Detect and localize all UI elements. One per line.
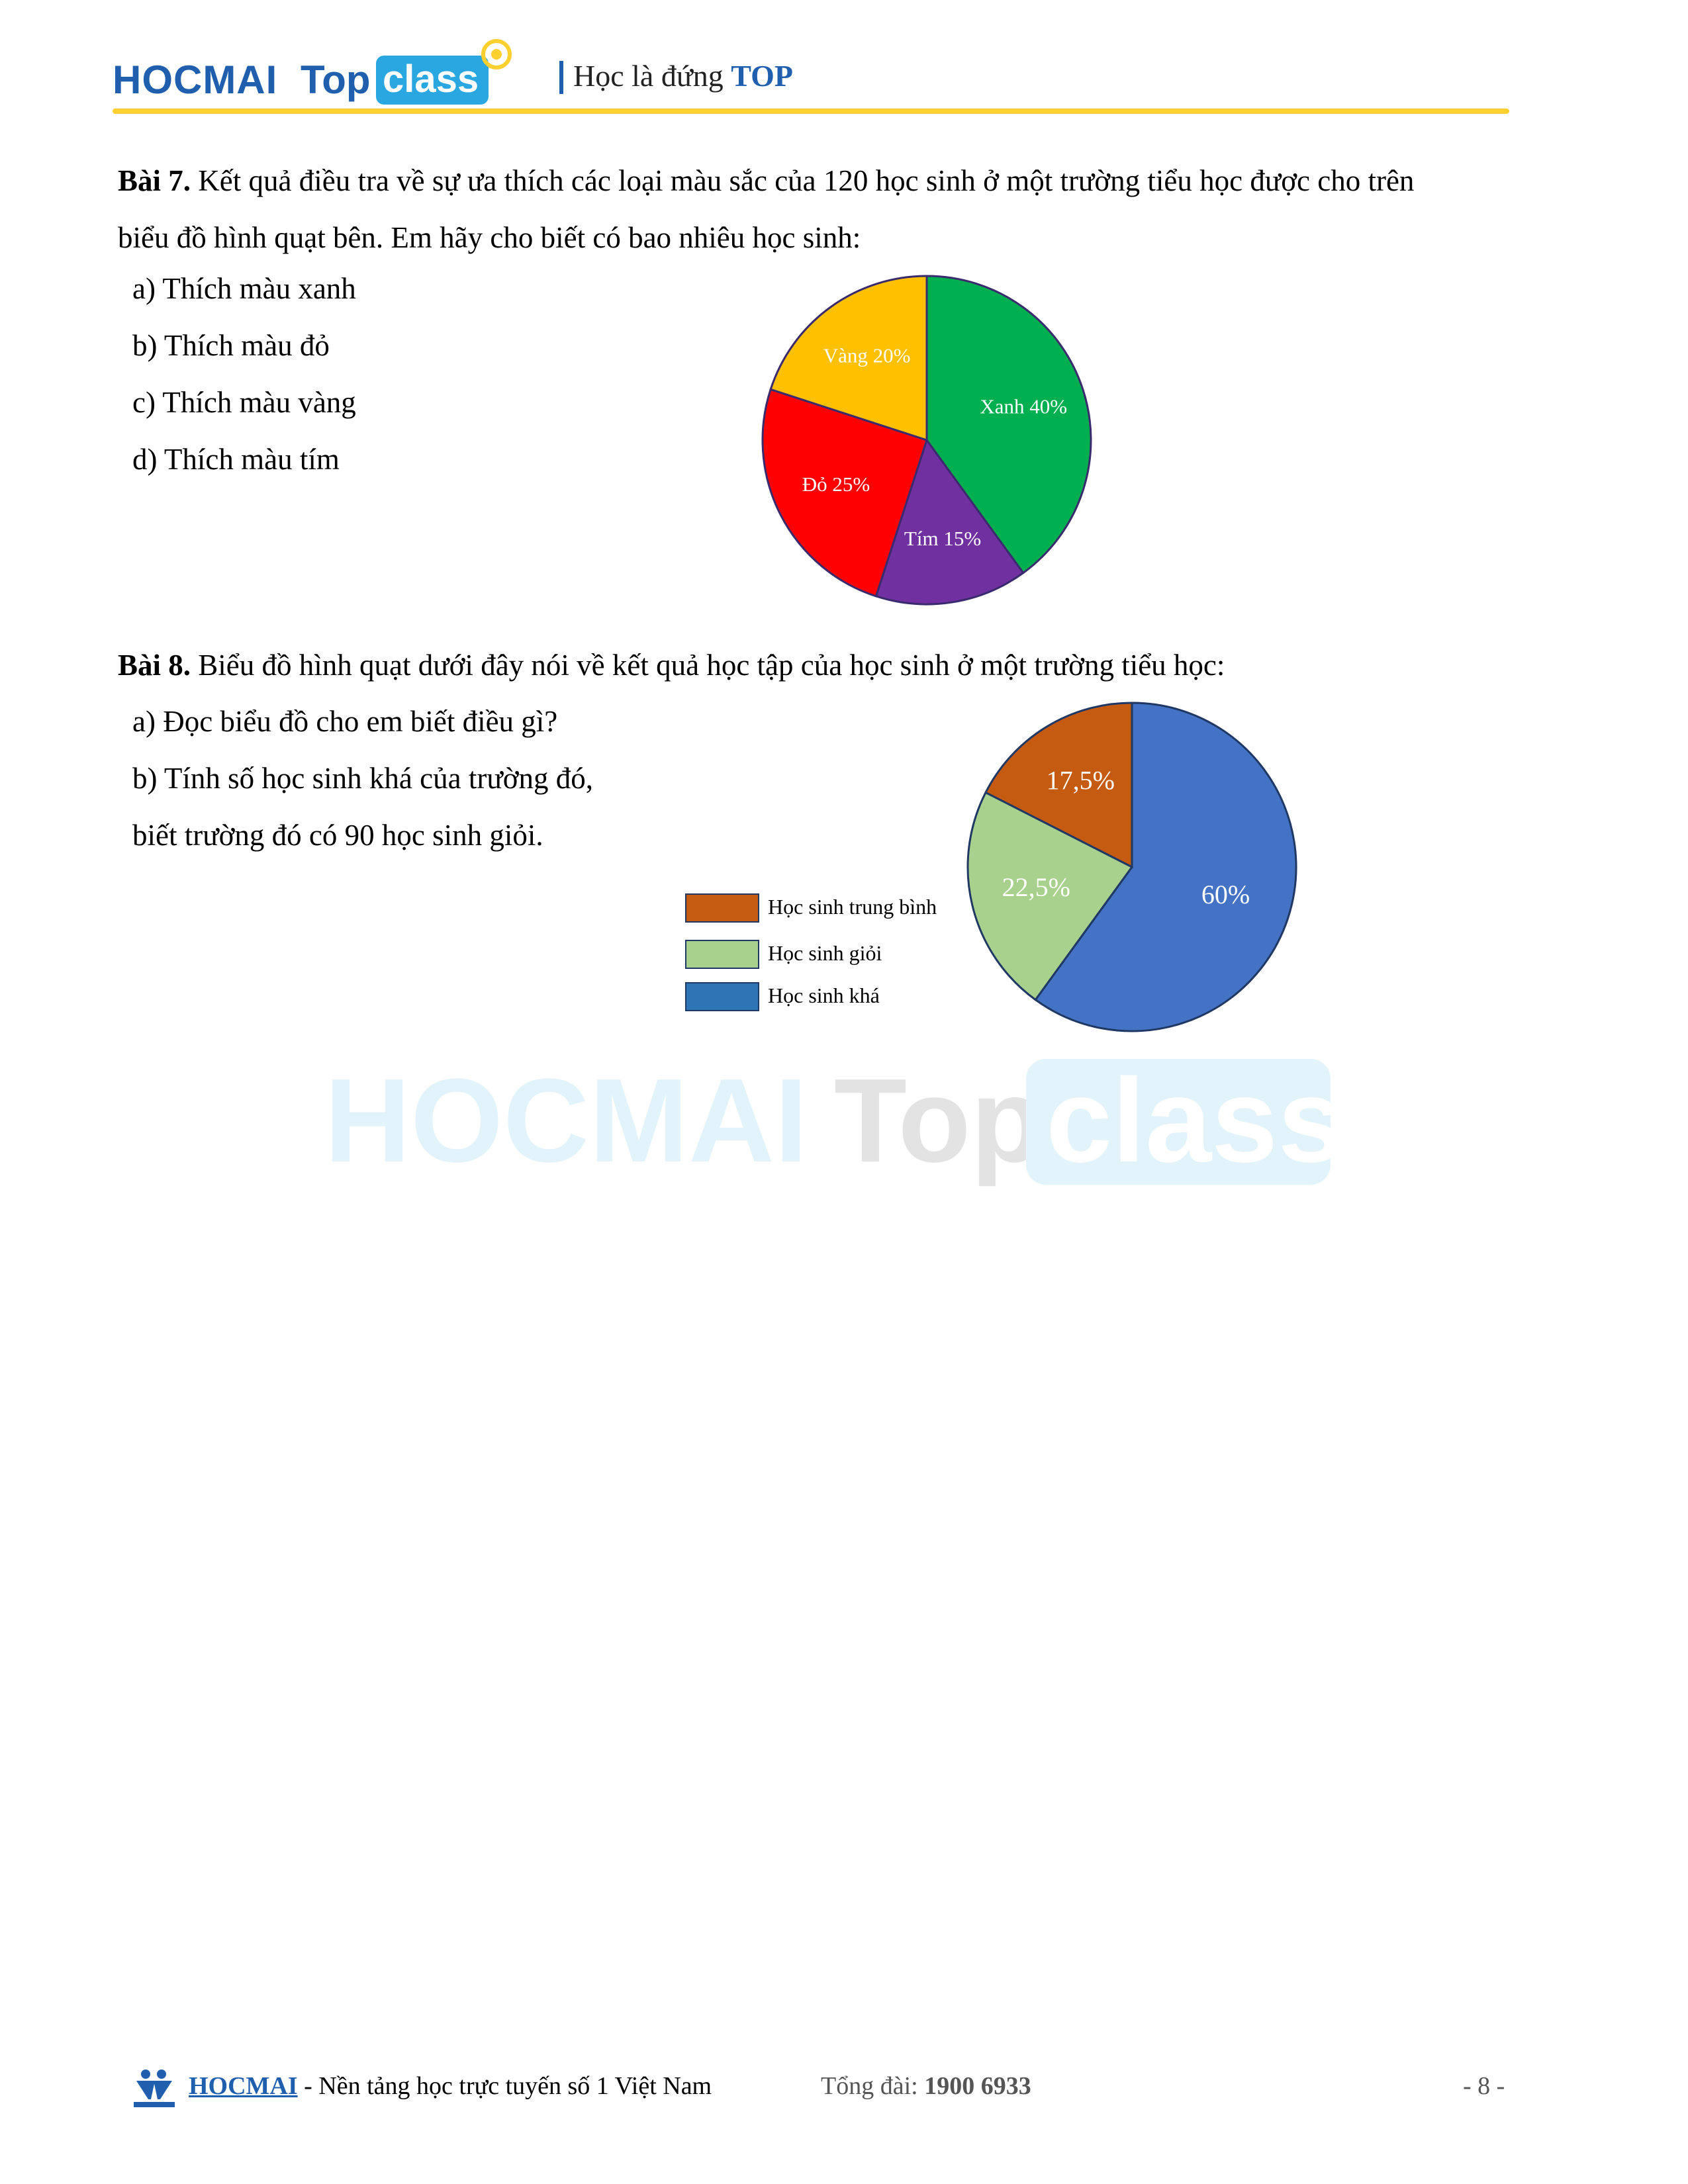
color-preference-pie-chart (748, 271, 1105, 615)
legend-label-trung-binh: Học sinh trung bình (768, 895, 937, 919)
footer-phone-number: 1900 6933 (924, 2072, 1031, 2100)
bai8-item-a: a) Đọc biểu đồ cho em biết điều gì? (132, 705, 558, 738)
bai8-item-b-cont: biết trường đó có 90 học sinh giỏi. (132, 819, 543, 852)
footer-hotline (821, 2071, 1031, 2101)
bai7-item-b: b) Thích màu đỏ (132, 329, 330, 362)
bai8-paragraph (118, 637, 1561, 694)
bai7-line1 (118, 152, 1561, 209)
hocmai-topclass-logo (113, 42, 510, 115)
pie-slice-label: Vàng 20% (823, 343, 911, 367)
watermark-top: Top (834, 1054, 1044, 1187)
page-number: - 8 - (1463, 2072, 1505, 2100)
legend-label-kha: Học sinh khá (768, 983, 880, 1007)
bai7-text-line1: Kết quả điều tra về sự ưa thích các loại màu sắc của 120 học sinh ở một trường tiểu học được cho trên (198, 164, 1415, 197)
watermark-hocmai: HOCMAI (324, 1054, 808, 1187)
academic-results-pie-chart (953, 695, 1311, 1039)
slogan-emphasis: TOP (731, 59, 793, 93)
header-divider (559, 61, 563, 94)
bai8-text: Biểu đồ hình quạt dưới đây nói về kết quả học tập của học sinh ở một trường tiểu học: (198, 649, 1225, 682)
footer-text (189, 2071, 712, 2101)
pie-slice-label: 22,5% (1002, 872, 1070, 902)
logo-class-text: class (383, 58, 479, 101)
bai7-line2: biểu đồ hình quạt bên. Em hãy cho biết có bao nhiêu học sinh: (118, 221, 861, 254)
bai8-label: Bài 8. (118, 649, 191, 682)
footer-phone-label: Tổng đài: (821, 2072, 925, 2100)
legend-swatch-kha (685, 982, 759, 1011)
watermark-class: class (1046, 1054, 1344, 1187)
pie-slice-label: Xanh 40% (980, 394, 1068, 418)
hocmai-footer-icon (131, 2066, 177, 2110)
bai7-paragraph (118, 152, 1561, 266)
header-slogan (573, 58, 793, 93)
legend-swatch-trung-binh (685, 893, 759, 923)
bai8-item-b: b) Tính số học sinh khá của trường đó, (132, 762, 594, 795)
legend-label-gioi: Học sinh giỏi (768, 941, 882, 965)
footer-brand-link[interactable]: HOCMAI (189, 2072, 298, 2100)
header-underline (113, 109, 1509, 114)
watermark-logo (324, 1039, 1370, 1191)
logo-sun-icon (477, 34, 516, 74)
slogan-prefix: Học là đứng (573, 59, 724, 93)
pie-slice-label: Tím 15% (904, 526, 982, 550)
pie-slice-label: 60% (1201, 880, 1250, 910)
bai7-label: Bài 7. (118, 164, 191, 197)
legend-swatch-gioi (685, 940, 759, 969)
footer-tagline: - Nền tảng học trực tuyến số 1 Việt Nam (297, 2072, 712, 2100)
pie-slice-label: Đỏ 25% (802, 472, 870, 496)
bai7-item-d: d) Thích màu tím (132, 443, 340, 476)
bai7-item-a: a) Thích màu xanh (132, 272, 356, 305)
bai7-item-c: c) Thích màu vàng (132, 386, 356, 419)
pie-slice-label: 17,5% (1046, 765, 1115, 796)
logo-top-text: Top (301, 58, 371, 102)
logo-hocmai-text: HOCMAI (113, 58, 278, 102)
